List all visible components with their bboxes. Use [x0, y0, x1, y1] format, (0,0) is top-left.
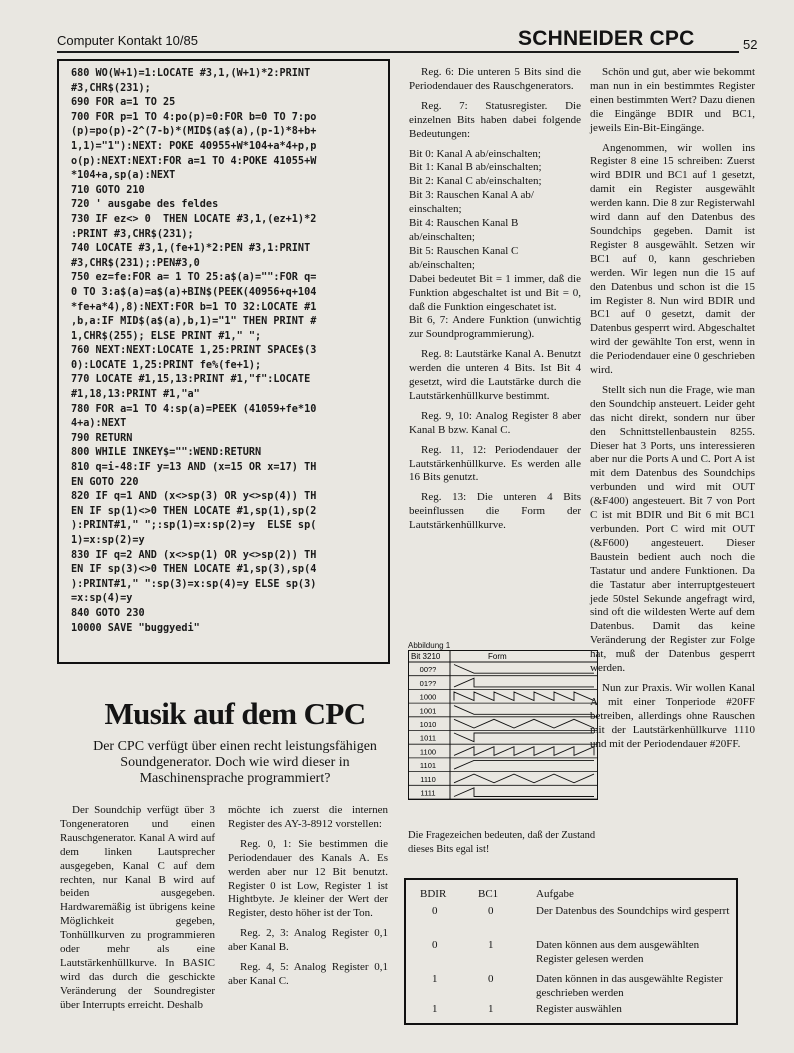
article-title: Musik auf dem CPC [104, 696, 366, 731]
paragraph: Reg. 6: Die unteren 5 Bits sind die Periodendauer des Rauschgenerators. [409, 66, 581, 92]
figure-row-label: 00?? [419, 665, 437, 675]
code-line: #3,CHR$(231);:PEN#3,0 [71, 257, 200, 269]
bdir-value: 1 [432, 973, 438, 985]
bit-description: Bit 2: Kanal C ab/einschalten; [409, 175, 542, 188]
figure-row-label: 1111 [420, 788, 436, 798]
paragraph: Nun zur Praxis. Wir wollen Kanal A mit einer Tonperiode #20FF betreiben, allerdings ohne Rauschen mit der Lautstärkenhüllkurve 1110 und mit der Periodendauer #20FF. [590, 681, 755, 750]
figure-row-label: 1000 [419, 692, 437, 702]
code-line: 830 IF q=2 AND (x<>sp(1) OR y<>sp(2)) TH [71, 549, 317, 561]
register-column [409, 66, 581, 539]
figure-col-form: Form [488, 652, 507, 661]
code-listing [57, 59, 390, 664]
bc1-value: 1 [488, 939, 494, 951]
bdir-value: 0 [432, 939, 438, 951]
code-line: ,b,a:IF MID$(a$(a),b,1)="1" THEN PRINT # [71, 316, 317, 328]
figure-row-label: 1001 [419, 706, 437, 716]
bit-description: Bit 3: Rauschen Kanal A ab/ einschalten; [409, 189, 534, 216]
envelope-shape [454, 706, 594, 715]
code-line: 1,CHR$(255); ELSE PRINT #1," "; [71, 330, 262, 342]
paragraph: Reg. 13: Die unteren 4 Bits beeinflussen die Form der Lautstärkenhüllkurve. [409, 491, 581, 532]
envelope-shape-figure [408, 650, 598, 800]
code-line: 770 LOCATE #1,15,13:PRINT #1,"f":LOCATE [71, 374, 311, 386]
code-line: 740 LOCATE #3,1,(fe+1)*2:PEN #3,1:PRINT [71, 243, 311, 255]
register-intro-column [228, 804, 388, 995]
figure-row-label: 1110 [420, 774, 436, 784]
envelope-shape [454, 678, 594, 687]
table-header-bc1: BC1 [478, 888, 499, 900]
code-line: EN IF sp(3)<>0 THEN LOCATE #1,sp(3),sp(4 [71, 564, 317, 576]
code-line: 800 WHILE INKEY$="":WEND:RETURN [71, 447, 262, 459]
bc1-value: 0 [488, 973, 494, 985]
figure-row-label: 01?? [419, 678, 437, 688]
paragraph: Angenommen, wir wollen ins Register 8 eine 15 schreiben: Zuerst wird BDIR und BC1 auf 1 gesetzt, damit ein Register ausgewählt werden kann. Die 8 zur Registerwahl wird dann auf den Datenbus des Soundchips gegeben. Damit ist Register 8 ausgewählt. Setzen wir BC1 auf 0, kann geschrieben werden. Wir legen nun die 15 auf den Datenbus und schon ist die 15 im Register 8. Nun wird BDIR und BC1 auf 0 gesetzt, damit der Datenbus gesperrt wird. Abgeschaltet wird der gewählte Ton erst, wenn in die Periodendauer eine 0 geschrieben wird. [590, 141, 755, 377]
code-line: 680 WO(W+1)=1:LOCATE #3,1,(W+1)*2:PRINT [71, 68, 311, 79]
code-line: 710 GOTO 210 [71, 184, 145, 196]
code-line: EN GOTO 220 [71, 476, 139, 488]
bc1-value: 1 [488, 1003, 494, 1015]
code-line: o(p):NEXT:NEXT:FOR a=1 TO 4:POKE 41055+W [71, 155, 317, 167]
bc1-value: 0 [488, 905, 494, 917]
envelope-shape [454, 692, 594, 701]
code-line: 790 RETURN [71, 432, 133, 444]
task-text: Register auswählen [536, 1003, 622, 1015]
code-line: 760 NEXT:NEXT:LOCATE 1,25:PRINT SPACE$(3 [71, 345, 317, 357]
table-header-bdir: BDIR [420, 888, 447, 900]
figure-label: Abbildung 1 [408, 641, 451, 650]
code-line: *fe+a*4),8):NEXT:FOR b=1 TO 32:LOCATE #1 [71, 301, 317, 313]
bdir-value: 0 [432, 905, 438, 917]
code-line: #1,18,13:PRINT #1,"a" [71, 389, 200, 401]
magazine-title: Computer Kontakt 10/85 [57, 33, 198, 48]
paragraph: Reg. 11, 12: Periodendauer der Lautstärkenhüllkurve. Es werden alle 16 Bits genutzt. [409, 443, 581, 484]
code-line: 750 ez=fe:FOR a= 1 TO 25:a$(a)="":FOR q= [71, 272, 317, 284]
task-text: Daten können aus dem ausgewählten Register gelesen werden [536, 939, 700, 965]
code-line: 0 TO 3:a$(a)=a$(a)+BIN$(PEEK(40956+q+104 [71, 286, 317, 298]
paragraph: Reg. 8: Lautstärke Kanal A. Benutzt werden die unteren 4 Bits. Ist Bit 4 gesetzt, wird die Lautstärke durch die Lautstärkenhüllkurve bestimmt. [409, 348, 581, 402]
envelope-shape [454, 774, 594, 783]
code-line: (p)=po(p)-2^(7-b)*(MID$(a$(a),(p-1)*8+b+ [71, 126, 317, 138]
code-line: 780 FOR a=1 TO 4:sp(a)=PEEK (41059+fe*10 [71, 403, 317, 415]
envelope-shape [454, 665, 594, 674]
code-line: 1,1)="1"):NEXT: POKE 40955+W*104+a*4+p,p [71, 140, 317, 152]
code-line: =x:sp(4)=y [71, 593, 133, 605]
code-line: 4+a):NEXT [71, 418, 127, 430]
bdir-bc1-table [404, 878, 738, 1025]
bit-description: Bit 6, 7: Andere Funktion (unwichtig zur Soundprogrammierung). [409, 314, 581, 341]
figure-caption: Die Fragezeichen bedeuten, daß der Zustand dieses Bits egal ist! [408, 830, 596, 855]
figure-col-bit: Bit 3210 [411, 652, 441, 661]
figure-row-label: 1011 [419, 733, 437, 743]
envelope-shape [454, 788, 594, 797]
right-column [590, 66, 755, 758]
task-text: Der Datenbus des Soundchips wird gesperrt [536, 905, 730, 917]
code-line: 730 IF ez<> 0 THEN LOCATE #3,1,(ez+1)*2 [71, 213, 317, 225]
task-text: Daten können in das ausgewählte Register geschrieben werden [536, 973, 723, 999]
figure-row-label: 1101 [419, 761, 437, 771]
code-line: 810 q=i-48:IF y=13 AND (x=15 OR x=17) TH [71, 462, 317, 474]
paragraph: Der Soundchip verfügt über 3 Tongeneratoren und einen Rauschgenerator. Kanal A wird auf dem linken Lautsprecher ausgegeben, Kanal C auf dem rechten, nur Kanal B wird auf beiden ausgegeben. Hardwaremäßig ist übrigens keine Möglichkeit gegeben, Tonhüllkurven zu programmieren oder mehr als eine Lautstärkenhüllkurve. In BASIC wird das durch die geschickte Veränderung der Soundregister über Interrupts erreicht. Deshalb [60, 804, 215, 1011]
code-line: 720 ' ausgabe des feldes [71, 199, 219, 211]
code-line: 820 IF q=1 AND (x<>sp(3) OR y<>sp(4)) TH [71, 491, 317, 503]
envelope-shape [454, 747, 594, 756]
section-title: SCHNEIDER CPC [518, 27, 695, 50]
envelope-shape [454, 733, 594, 742]
paragraph: Reg. 2, 3: Analog Register 0,1 aber Kanal B. [228, 927, 388, 954]
intro-column [60, 804, 215, 1019]
paragraph: Reg. 7: Statusregister. Die einzelnen Bits haben dabei folgende Bedeutungen: [409, 99, 581, 140]
code-line: ):PRINT#1," ";:sp(1)=x:sp(2)=y ELSE sp( [71, 520, 317, 532]
code-line: #3,CHR$(231); [71, 82, 151, 94]
bit-description: Dabei bedeutet Bit = 1 immer, daß die Funktion abgeschaltet ist und Bit = 0, daß die Funktion eingeschatet ist. [409, 272, 581, 313]
paragraph: Reg. 4, 5: Analog Register 0,1 aber Kanal C. [228, 961, 388, 987]
code-line: 700 FOR p=1 TO 4:po(p)=0:FOR b=0 TO 7:po [71, 111, 317, 123]
bdir-value: 1 [432, 1003, 438, 1015]
code-line: *104+a,sp(a):NEXT [71, 170, 176, 182]
code-line: ):PRINT#1," ":sp(3)=x:sp(4)=y ELSE sp(3) [71, 578, 317, 590]
figure-row-label: 1010 [419, 720, 437, 729]
paragraph: möchte ich zuerst die internen Register des AY-3-8912 vorstellen: [228, 804, 388, 830]
figure-row-label: 1100 [419, 747, 437, 757]
paragraph: Schön und gut, aber wie bekommt man nun in ein bestimmtes Register einen bestimmten Wert? Dazu dienen die Eingänge BDIR und BC1, jeweils Ein-Bit-Eingänge. [590, 66, 755, 134]
table-header-task: Aufgabe [536, 888, 574, 900]
bit-description: Bit 5: Rauschen Kanal C ab/einschalten; [409, 244, 519, 271]
code-line: EN IF sp(1)<>0 THEN LOCATE #1,sp(1),sp(2 [71, 505, 317, 517]
code-line: 10000 SAVE "buggyedi" [71, 622, 200, 634]
paragraph: Reg. 0, 1: Sie bestimmen die Periodendauer des Kanals A. Es werden aber nur 12 Bit benutzt. Register 0 ist Low, Register 1 ist Hightbyte. Je kleiner der Wert der Register, desto höher ist der Ton. [228, 837, 388, 920]
code-line: 1)=x:sp(2)=y [71, 535, 145, 546]
header-rule [57, 51, 739, 53]
code-line: 840 GOTO 230 [71, 607, 145, 619]
bit-description: Bit 4: Rauschen Kanal B ab/einschalten; [409, 217, 519, 243]
article-subtitle: Der CPC verfügt über einen recht leistungsfähigen Soundgenerator. Doch wie wird dieser in Maschinensprache programmiert? [93, 739, 377, 786]
paragraph: Stellt sich nun die Frage, wie man den Soundchip ansteuert. Leider geht das nicht direkt, sondern nur über den Schnittstellenbaustein 8255. Dieser hat 3 Ports, uns interessieren aber nur die Ports A und C. Port A ist mit dem Datenbus des Soundchips verbunden und wird mit OUT (&F400) angesteuert. Bit 7 von Port C ist mit BDIR und Bit 6 mit BC1 verbunden. Port C wird mit OUT (&F600) angesteuert. Dieser Baustein bedient auch noch die Tastatur und andere Funktionen. Da die Tastatur aber interruptgesteuert jede 50stel Sekunde angefragt wird, sind oft die wildesten Werte auf dem Datenbus. Damit das keine Veränderung der Register zur Folge hat, muß der Datenbus gesperrt werden. [590, 383, 755, 675]
code-line: :PRINT #3,CHR$(231); [71, 228, 194, 240]
envelope-shape [454, 760, 594, 769]
bit-description: Bit 0: Kanal A ab/einschalten; [409, 147, 541, 160]
code-line: 0):LOCATE 1,25:PRINT fe%(fe+1); [71, 359, 262, 371]
code-line: 690 FOR a=1 TO 25 [71, 97, 176, 109]
page-number: 52 [743, 37, 758, 52]
bit-description: Bit 1: Kanal B ab/einschalten; [409, 161, 542, 174]
envelope-shape [454, 719, 594, 728]
paragraph: Reg. 9, 10: Analog Register 8 aber Kanal B bzw. Kanal C. [409, 409, 581, 436]
